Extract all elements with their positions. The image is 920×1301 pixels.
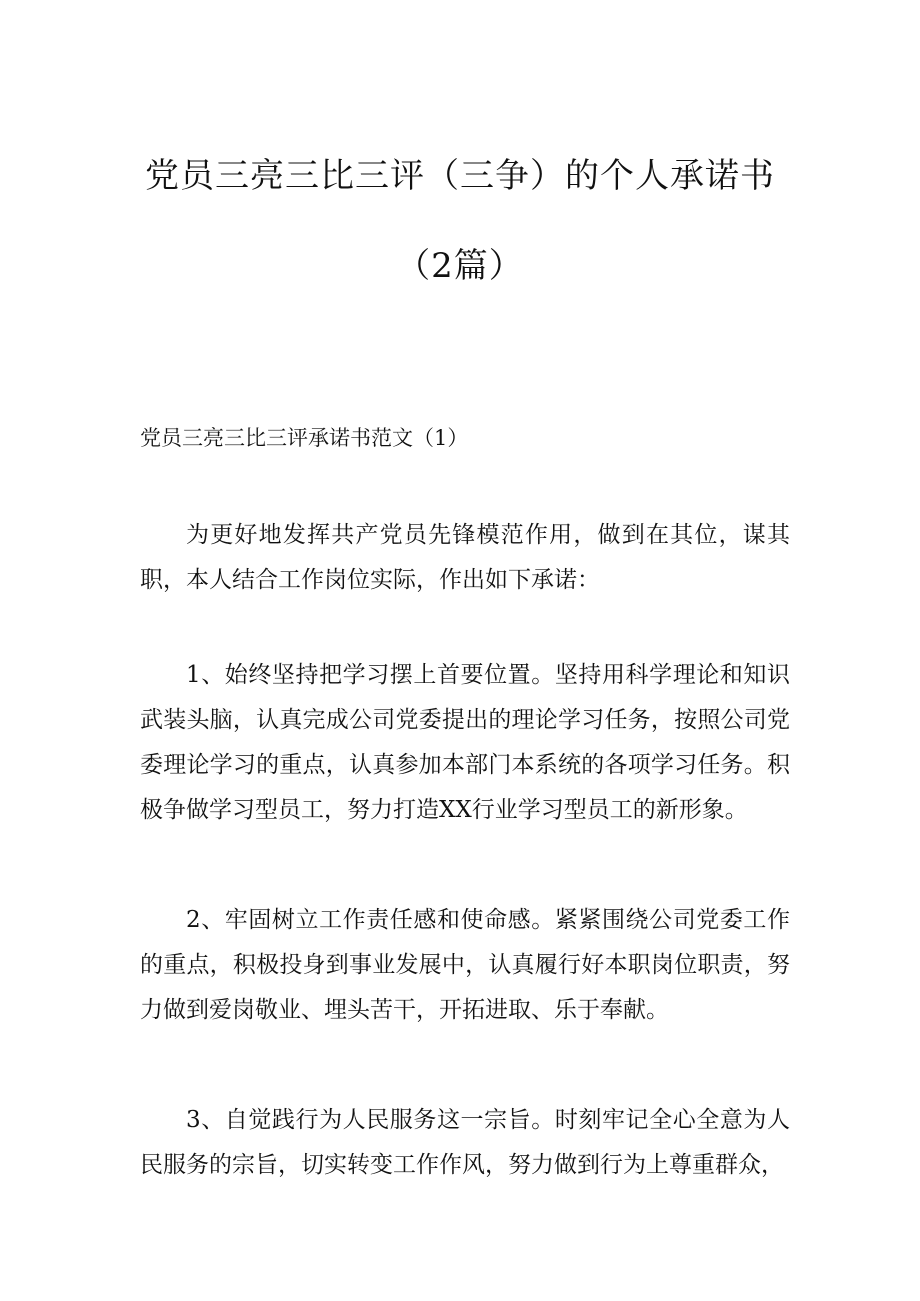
paragraph-commitment-3: 3、自觉践行为人民服务这一宗旨。时刻牢记全心全意为人民服务的宗旨，切实转变工作作风，努力做到行为上尊重群众， [140,1107,790,1178]
paragraph-intro: 为更好地发挥共产党员先锋模范作用，做到在其位，谋其职，本人结合工作岗位实际，作出如下承诺： [140,522,790,593]
document-title-count: （2篇） [396,246,524,286]
document-title: 党员三亮三比三评（三争）的个人承诺书 [145,156,775,196]
section-title: 党员三亮三比三评承诺书范文（1） [140,426,469,450]
paragraph-commitment-1: 1、始终坚持把学习摆上首要位置。坚持用科学理论和知识武装头脑，认真完成公司党委提出的理论学习任务，按照公司党委理论学习的重点，认真参加本部门本系统的各项学习任务。积极争做学习型员工，努力打造XX行业学习型员工的新形象。 [140,662,790,823]
paragraph-commitment-2: 2、牢固树立工作责任感和使命感。紧紧围绕公司党委工作的重点，积极投身到事业发展中，认真履行好本职岗位职责，努力做到爱岗敬业、埋头苦干，开拓进取、乐于奉献。 [140,907,790,1023]
